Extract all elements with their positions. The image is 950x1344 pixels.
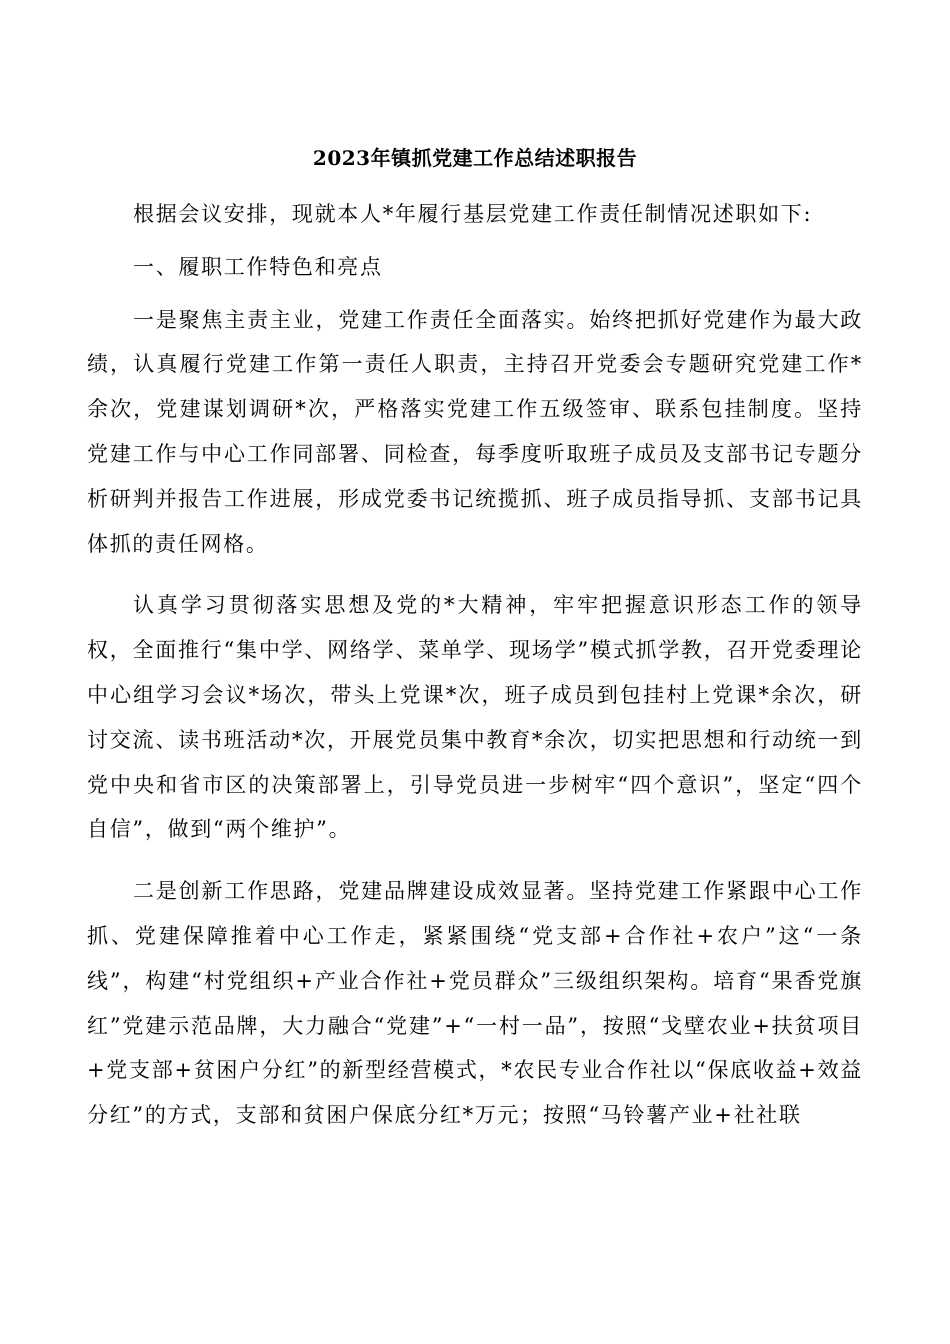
document-title: 2023年镇抓党建工作总结述职报告 (312, 146, 638, 170)
section-heading: 一、履职工作特色和亮点 (133, 254, 383, 279)
intro-paragraph: 根据会议安排，现就本人*年履行基层党建工作责任制情况述职如下: (133, 202, 813, 226)
body-paragraph: 二是创新工作思路，党建品牌建设成效显著。坚持党建工作紧跟中心工作抓、党建保障推着中心工作走，紧紧围绕“党支部+合作社+农户”这“一条线”，构建“村党组织+产业合作社+党员群众”三级组织架构。培育“果香党旗红”党建示范品牌，大力融合“党建”+“一村一品”，按照“戈壁农业+扶贫项目+党支部+贫困户分红”的新型经营模式，*农民专业合作社以“保底收益+效益分红”的方式，支部和贫困户保底分红*万元；按照“马铃薯产业+社社联 (87, 879, 863, 1128)
body-paragraph: 一是聚焦主责主业，党建工作责任全面落实。始终把抓好党建作为最大政绩，认真履行党建工作第一责任人职责，主持召开党委会专题研究党建工作*余次，党建谋划调研*次，严格落实党建工作五级签审、联系包挂制度。坚持党建工作与中心工作同部署、同检查，每季度听取班子成员及支部书记专题分析研判并报告工作进展，形成党委书记统揽抓、班子成员指导抓、支部书记具体抓的责任网格。 (87, 307, 863, 556)
body-paragraph: 认真学习贯彻落实思想及党的*大精神，牢牢把握意识形态工作的领导权，全面推行“集中学、网络学、菜单学、现场学”模式抓学教，召开党委理论中心组学习会议*场次，带头上党课*次，班子成员到包挂村上党课*余次，研讨交流、读书班活动*次，开展党员集中教育*余次，切实把思想和行动统一到党中央和省市区的决策部署上，引导党员进一步树牢“四个意识”，坚定“四个自信”，做到“两个维护”。 (87, 593, 863, 842)
document-body (87, 192, 863, 1138)
